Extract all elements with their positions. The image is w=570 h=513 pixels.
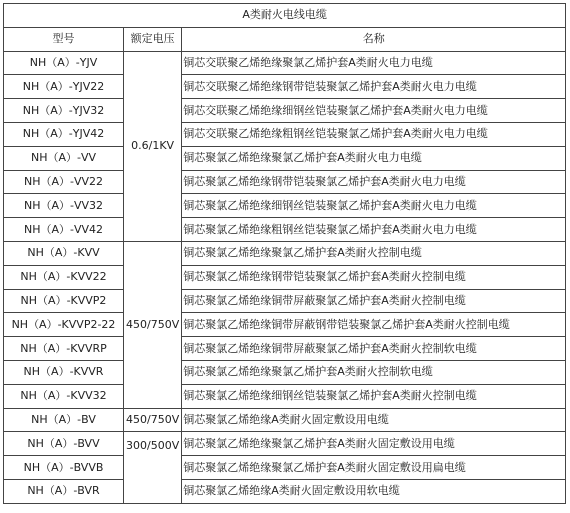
name-cell: 铜芯聚氯乙烯绝缘细钢丝铠装聚氯乙烯护套A类耐火控制电缆 (182, 384, 566, 408)
table-header-row (4, 27, 566, 51)
table-title: A类耐火电线电缆 (4, 4, 566, 28)
model-cell: NH（A）-VV22 (4, 170, 124, 194)
model-cell: NH（A）-BV (4, 408, 124, 432)
name-cell: 铜芯聚氯乙烯绝缘A类耐火固定敷设用软电缆 (182, 479, 566, 503)
table-row (4, 194, 566, 218)
model-cell: NH（A）-VV32 (4, 194, 124, 218)
name-cell: 铜芯交联聚乙烯绝缘粗钢丝铠装聚氯乙烯护套A类耐火电力电缆 (182, 122, 566, 146)
header-voltage: 额定电压 (124, 27, 182, 51)
name-cell: 铜芯聚氯乙烯绝缘铜带屏蔽钢带铠装聚氯乙烯护套A类耐火控制电缆 (182, 313, 566, 337)
table-row (4, 408, 566, 432)
name-cell: 铜芯聚氯乙烯绝缘聚氯乙烯护套A类耐火控制电缆 (182, 241, 566, 265)
model-cell: NH（A）-KVVRP (4, 337, 124, 361)
name-cell: 铜芯聚氯乙烯绝缘钢带铠装聚氯乙烯护套A类耐火电力电缆 (182, 170, 566, 194)
model-cell: NH（A）-KVVP2-22 (4, 313, 124, 337)
name-cell: 铜芯聚氯乙烯绝缘聚氯乙烯护套A类耐火电力电缆 (182, 146, 566, 170)
voltage-cell: 450/750V (124, 408, 182, 432)
table-row (4, 170, 566, 194)
model-cell: NH（A）-YJV42 (4, 122, 124, 146)
voltage-cell: 0.6/1KV (124, 51, 182, 241)
table-row (4, 241, 566, 265)
model-cell: NH（A）-BVV (4, 432, 124, 456)
model-cell: NH（A）-KVV (4, 241, 124, 265)
table-row (4, 456, 566, 480)
table-row (4, 51, 566, 75)
name-cell: 铜芯聚氯乙烯绝缘细钢丝铠装聚氯乙烯护套A类耐火电力电缆 (182, 194, 566, 218)
voltage-cell: 300/500V (124, 432, 182, 503)
header-model: 型号 (4, 27, 124, 51)
cable-table-container (3, 3, 566, 504)
table-row (4, 313, 566, 337)
model-cell: NH（A）-VV42 (4, 218, 124, 242)
name-cell: 铜芯交联聚乙烯绝缘钢带铠装聚氯乙烯护套A类耐火电力电缆 (182, 75, 566, 99)
name-cell: 铜芯交联聚乙烯绝缘细钢丝铠装聚氯乙烯护套A类耐火电力电缆 (182, 99, 566, 123)
model-cell: NH（A）-KVV32 (4, 384, 124, 408)
model-cell: NH（A）-VV (4, 146, 124, 170)
table-row (4, 146, 566, 170)
name-cell: 铜芯交联聚乙烯绝缘聚氯乙烯护套A类耐火电力电缆 (182, 51, 566, 75)
table-row (4, 99, 566, 123)
table-row (4, 218, 566, 242)
cable-table (3, 3, 566, 504)
table-row (4, 289, 566, 313)
table-row (4, 432, 566, 456)
table-row (4, 360, 566, 384)
name-cell: 铜芯聚氯乙烯绝缘A类耐火固定敷设用电缆 (182, 408, 566, 432)
model-cell: NH（A）-YJV (4, 51, 124, 75)
table-row (4, 122, 566, 146)
header-name: 名称 (182, 27, 566, 51)
model-cell: NH（A）-KVV22 (4, 265, 124, 289)
name-cell: 铜芯聚氯乙烯绝缘粗钢丝铠装聚氯乙烯护套A类耐火电力电缆 (182, 218, 566, 242)
table-row (4, 75, 566, 99)
model-cell: NH（A）-BVR (4, 479, 124, 503)
name-cell: 铜芯聚氯乙烯绝缘聚氯乙烯护套A类耐火固定敷设用电缆 (182, 432, 566, 456)
name-cell: 铜芯聚氯乙烯绝缘聚氯乙烯护套A类耐火控制软电缆 (182, 360, 566, 384)
name-cell: 铜芯聚氯乙烯绝缘铜带屏蔽聚氯乙烯护套A类耐火控制电缆 (182, 289, 566, 313)
model-cell: NH（A）-KVVP2 (4, 289, 124, 313)
model-cell: NH（A）-YJV32 (4, 99, 124, 123)
table-title-row (4, 4, 566, 28)
name-cell: 铜芯聚氯乙烯绝缘聚氯乙烯护套A类耐火固定敷设用扁电缆 (182, 456, 566, 480)
table-row (4, 479, 566, 503)
model-cell: NH（A）-BVVB (4, 456, 124, 480)
model-cell: NH（A）-KVVR (4, 360, 124, 384)
table-row (4, 384, 566, 408)
voltage-cell: 450/750V (124, 241, 182, 408)
model-cell: NH（A）-YJV22 (4, 75, 124, 99)
table-row (4, 265, 566, 289)
name-cell: 铜芯聚氯乙烯绝缘钢带铠装聚氯乙烯护套A类耐火控制电缆 (182, 265, 566, 289)
name-cell: 铜芯聚氯乙烯绝缘铜带屏蔽聚氯乙烯护套A类耐火控制软电缆 (182, 337, 566, 361)
table-row (4, 337, 566, 361)
